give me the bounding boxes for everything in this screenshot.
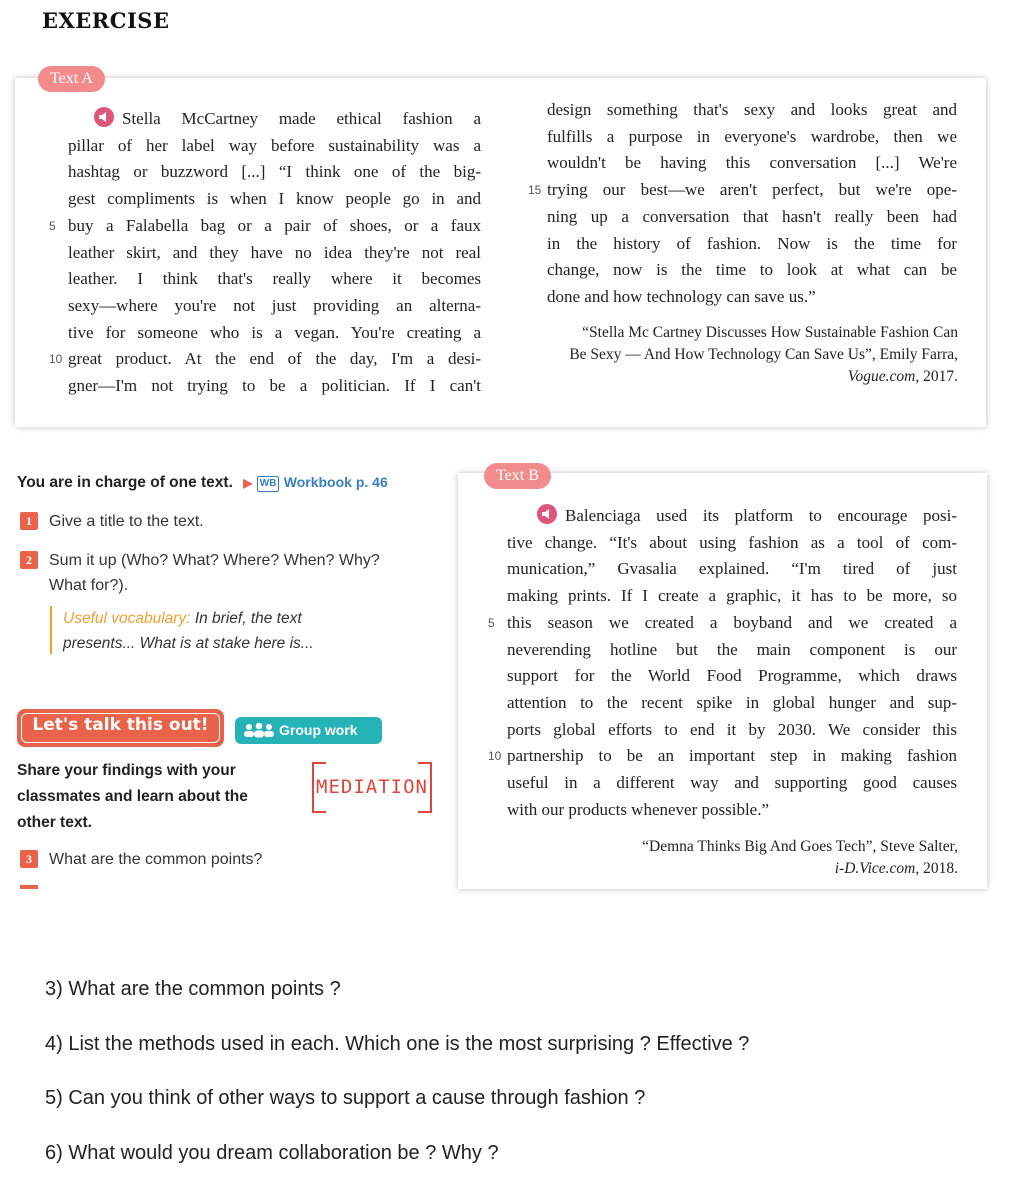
text-a-line: leather. I think that's really where it becomes <box>68 269 481 289</box>
line-number: 5 <box>49 218 56 233</box>
next-question-marker <box>20 885 38 889</box>
citation-year: , 2018. <box>915 860 958 877</box>
workbook-badge: WB <box>257 476 280 492</box>
text-a-line: Stella McCartney made ethical fashion a <box>68 106 481 133</box>
citation-source-line <box>560 858 958 880</box>
text-a-line: 10 great product. At the end of the day, I'm a desi- <box>68 346 481 373</box>
citation-source: Vogue.com <box>847 368 916 385</box>
lets-talk-banner <box>17 709 224 747</box>
text-b-line: useful in a different way and supporting good causes <box>507 773 957 793</box>
text-a-line: sexy—where you're not just providing an alterna- <box>68 295 481 315</box>
line-number: 5 <box>488 615 495 630</box>
text-a-line: ning up a conversation that hasn't really been had <box>547 206 957 226</box>
text-a-line: hashtag or buzzword [...] “I think one of the big- <box>68 162 481 182</box>
text-b-line: ports global efforts to end it by 2030. We consider this <box>507 719 957 739</box>
text-a-right-column <box>528 97 957 311</box>
question-dream-collaboration: 6) What would you dream collaboration be ? Why ? <box>45 1142 499 1164</box>
useful-vocabulary: Useful vocabulary: In brief, the text presents... What is at stake here is... <box>63 610 314 652</box>
tasks-intro: You are in charge of one text. ▶ WB Workbook p. 46 <box>17 474 388 491</box>
task-sum-up: Sum it up (Who? What? Where? When? Why? What for?). <box>49 552 380 594</box>
text-a-tag: Text A <box>38 66 105 92</box>
question-common-points: 3) What are the common points ? <box>45 978 341 1000</box>
text-b-line: tive change. “It's about using fashion as a tool of com- <box>507 532 957 552</box>
audio-speaker-icon[interactable] <box>537 504 557 524</box>
citation-line: “Stella Mc Cartney Discusses How Sustainable Fashion Can <box>582 324 958 341</box>
text-b-column <box>488 503 957 823</box>
question-number: 1 <box>20 512 38 530</box>
mediation-stamp <box>312 762 432 813</box>
text-b-line: neverending hotline but the main component is our <box>507 639 957 659</box>
text-b-line: 10 partnership to be an important step in making fashion <box>507 743 957 770</box>
text-a-line: done and how technology can save us.” <box>547 286 816 306</box>
task-common-points: What are the common points? <box>49 851 263 868</box>
vocab-divider <box>50 606 52 654</box>
text-b-line: attention to the recent spike in global hunger and sup- <box>507 692 957 712</box>
text-a-line: gest compliments is when I know people go in and <box>68 189 481 209</box>
text-a-left-column <box>49 106 481 400</box>
text-a-line: design something that's sexy and looks great and <box>547 100 957 119</box>
question-number: 3 <box>20 850 38 868</box>
text-b-tag: Text B <box>484 463 551 489</box>
text-b-line: munication,” Gvasalia explained. “I'm tired of just <box>507 559 957 579</box>
text-b-citation <box>560 836 958 880</box>
text-a-line: in the history of fashion. Now is the time for <box>547 233 957 253</box>
audio-speaker-icon[interactable] <box>94 107 114 127</box>
question-methods: 4) List the methods used in each. Which one is the most surprising ? Effective ? <box>45 1033 750 1055</box>
citation-year: , 2017. <box>915 368 958 385</box>
citation-line: Be Sexy — And How Technology Can Save Us”, Emily Farra, <box>569 346 958 363</box>
citation-source: i-D.Vice.com <box>834 860 916 877</box>
task-give-title: Give a title to the text. <box>49 513 204 530</box>
text-a-line: leather skirt, and they have no idea they're not real <box>68 242 481 262</box>
text-a-citation <box>500 322 958 388</box>
group-icon <box>243 720 275 747</box>
text-a-line: gner—I'm not trying to be a politician. If I can't <box>68 376 481 396</box>
text-b-line: making prints. If I create a graphic, it has to be more, so <box>507 586 957 606</box>
text-a-line: tive for someone who is a vegan. You're creating a <box>68 322 481 342</box>
lets-talk-label: Let's talk this out! <box>32 715 209 735</box>
text-a-line: 15 trying our best—we aren't perfect, but we're ope- <box>547 177 957 204</box>
text-a-line: 5 buy a Falabella bag or a pair of shoes, or a faux <box>68 213 481 240</box>
group-work-badge: Group work <box>235 717 382 744</box>
text-b-line: 5 this season we created a boyband and we created a <box>507 610 957 637</box>
text-a-line: wouldn't be having this conversation [...] We're <box>547 153 957 173</box>
text-a-line: fulfills a purpose in everyone's wardrobe, then we <box>547 126 957 146</box>
text-a-line: change, now is the time to look at what can be <box>547 260 957 280</box>
share-findings: Share your findings with your classmates and learn about the other text. <box>17 762 248 831</box>
question-number: 2 <box>20 551 38 569</box>
text-b-line: support for the World Food Programme, which draws <box>507 666 957 686</box>
citation-source-line <box>500 366 958 388</box>
text-a-line: pillar of her label way before sustainability was a <box>68 135 481 155</box>
mediation-label: MEDIATION <box>316 776 428 798</box>
citation-line: “Demna Thinks Big And Goes Tech”, Steve Salter, <box>642 838 958 855</box>
question-other-ways: 5) Can you think of other ways to support a cause through fashion ? <box>45 1087 646 1109</box>
exercise-heading: EXERCISE <box>42 8 170 33</box>
arrow-right-icon: ▶ <box>243 476 253 490</box>
line-number: 15 <box>528 183 542 198</box>
line-number: 10 <box>49 352 63 367</box>
text-b-line: Balenciaga used its platform to encourage posi- <box>507 503 957 530</box>
line-number: 10 <box>488 749 502 764</box>
text-b-line: with our products whenever possible.” <box>507 799 770 819</box>
workbook-reference[interactable]: Workbook p. 46 <box>283 474 388 490</box>
